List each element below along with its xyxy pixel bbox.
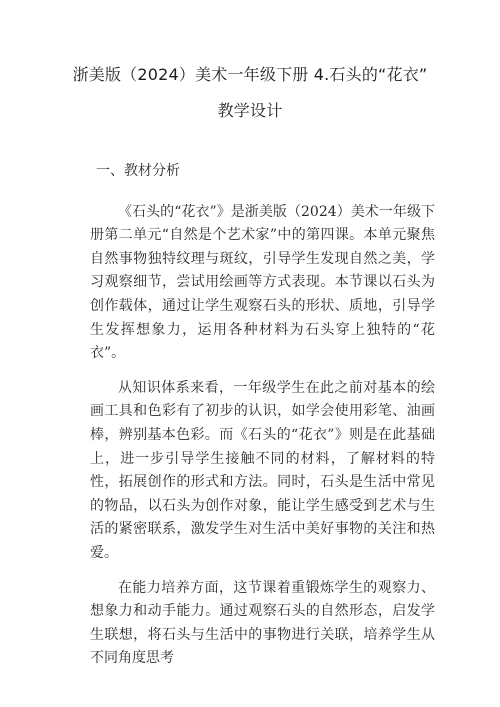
document-body	[90, 160, 435, 682]
paragraph-2: 从知识体系来看，一年级学生在此之前对基本的绘画工具和色彩有了初步的认识，如学会使用彩笔、油画棒，辨别基本色彩。而《石头的“花衣”》则是在此基础上，进一步引导学生接触不同的材料，了解材料的特性，拓展创作的形式和方法。同时，石头是生活中常见的物品，以石头为创作对象，能让学生感受到艺术与生活的紧密联系，激发学生对生活中美好事物的关注和热爱。	[90, 379, 435, 561]
paragraph-3: 在能力培养方面，这节课着重锻炼学生的观察力、想象力和动手能力。通过观察石头的自然形态，启发学生联想，将石头与生活中的事物进行关联，培养学生从不同角度思考	[90, 579, 435, 667]
title-line-2: 教学设计	[217, 101, 283, 120]
document-title	[40, 64, 460, 122]
paragraph-1: 《石头的“花衣”》是浙美版（2024）美术一年级下册第二单元“自然是个艺术家”中的第四课。本单元聚焦自然事物独特纹理与斑纹，引导学生发现自然之美，学习观察细节，尝试用绘画等方式表现。本节课以石头为创作载体，通过让学生观察石头的形状、质地，引导学生发挥想象力，运用各种材料为石头穿上独特的“花衣”。	[90, 203, 435, 362]
title-line-1: 浙美版（2024）美术一年级下册 4.石头的“花衣”	[72, 65, 428, 84]
section-heading-textbook-analysis: 一、教材分析	[96, 163, 180, 179]
